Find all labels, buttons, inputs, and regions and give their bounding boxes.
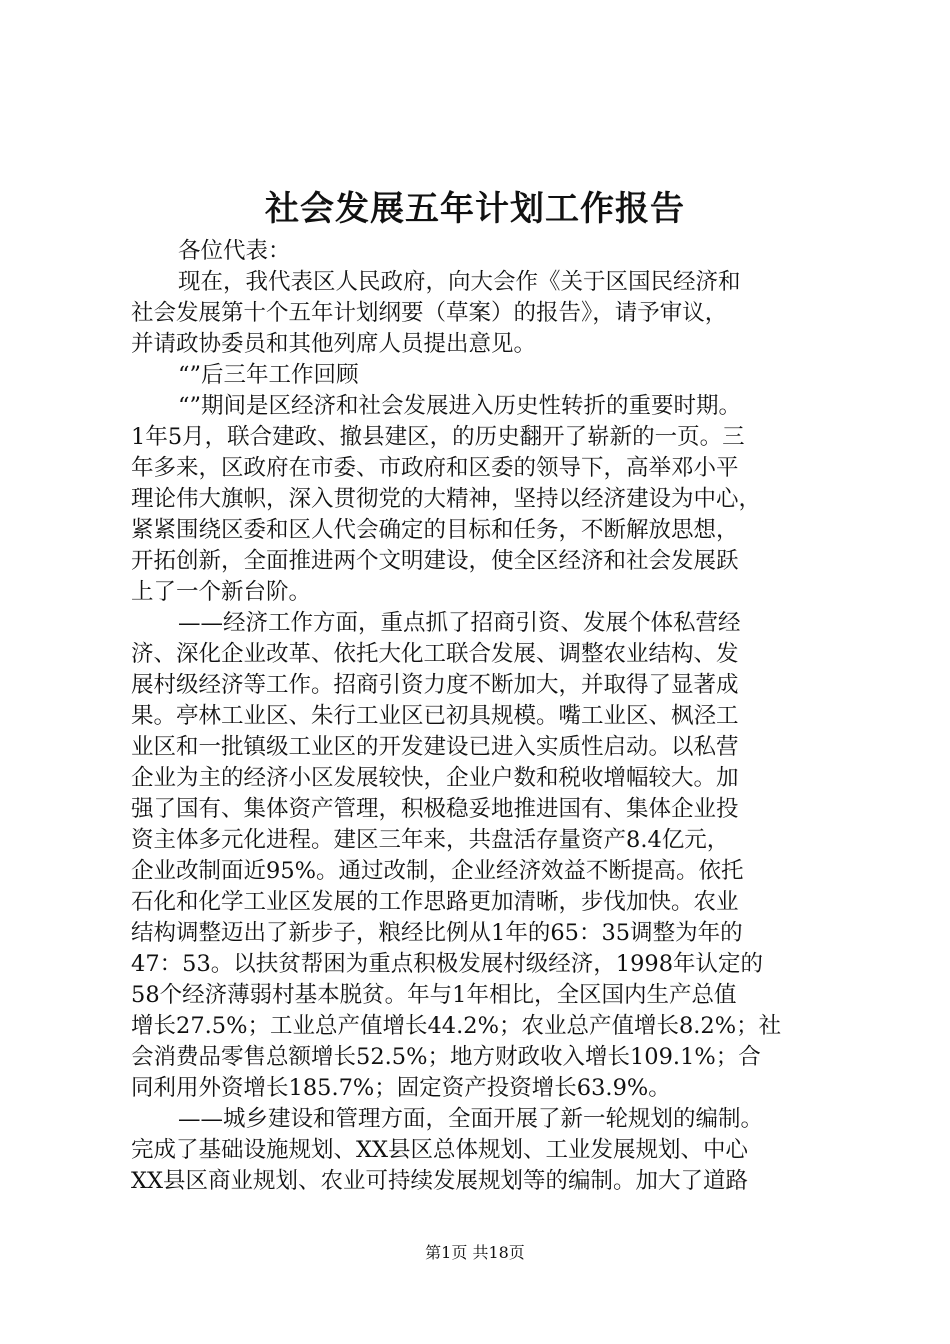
- body-line: 展村级经济等工作。招商引资力度不断加大，并取得了显著成: [131, 672, 739, 698]
- body-line: 企业改制面近95%。通过改制，企业经济效益不断提高。依托: [131, 858, 744, 884]
- body-line: 资主体多元化进程。建区三年来，共盘活存量资产8.4亿元，: [131, 827, 730, 853]
- body-line: ——经济工作方面，重点抓了招商引资、发展个体私营经: [178, 610, 741, 636]
- body-line: 开拓创新，全面推进两个文明建设，使全区经济和社会发展跃: [131, 548, 739, 574]
- body-line: 业区和一批镇级工业区的开发建设已进入实质性启动。以私营: [131, 734, 739, 760]
- body-line: 社会发展第十个五年计划纲要（草案）的报告》，请予审议，: [131, 300, 728, 326]
- body-line: 济、深化企业改革、依托大化工联合发展、调整农业结构、发: [131, 641, 739, 667]
- page-number-footer: 第1页 共18页: [425, 1243, 525, 1262]
- body-line: 结构调整迈出了新步子，粮经比例从1年的65：35调整为年的: [131, 920, 743, 946]
- body-line: 石化和化学工业区发展的工作思路更加清晰，步伐加快。农业: [131, 889, 739, 915]
- body-line: 58个经济薄弱村基本脱贫。年与1年相比，全区国内生产总值: [131, 982, 737, 1008]
- body-line: 紧紧围绕区委和区人代会确定的目标和任务，不断解放思想，: [131, 517, 739, 543]
- body-line: 现在，我代表区人民政府，向大会作《关于区国民经济和: [178, 269, 741, 295]
- body-line: 增长27.5%；工业总产值增长44.2%；农业总产值增长8.2%；社: [131, 1013, 782, 1039]
- body-line: 企业为主的经济小区发展较快，企业户数和税收增幅较大。加: [131, 765, 739, 791]
- body-line: 强了国有、集体资产管理，积极稳妥地推进国有、集体企业投: [131, 796, 739, 822]
- body-line: 上了一个新台阶。: [131, 579, 312, 605]
- body-line: XX县区商业规划、农业可持续发展规划等的编制。加大了道路: [131, 1168, 749, 1194]
- body-line: 47：53。以扶贫帮困为重点积极发展村级经济，1998年认定的: [131, 951, 764, 977]
- body-line: “”后三年工作回顾: [178, 362, 359, 388]
- body-line: 各位代表：: [178, 238, 291, 264]
- document-title: 社会发展五年计划工作报告: [265, 189, 685, 229]
- body-line: 理论伟大旗帜，深入贯彻党的大精神，坚持以经济建设为中心，: [131, 486, 762, 512]
- body-line: ——城乡建设和管理方面，全面开展了新一轮规划的编制。: [178, 1106, 764, 1132]
- body-line: 同利用外资增长185.7%；固定资产投资增长63.9%。: [131, 1075, 671, 1101]
- document-body: [131, 236, 831, 1197]
- body-line: 年多来，区政府在市委、市政府和区委的领导下，高举邓小平: [131, 455, 739, 481]
- body-line: 并请政协委员和其他列席人员提出意见。: [131, 331, 537, 357]
- body-line: 1年5月，联合建政、撤县建区，的历史翻开了崭新的一页。三: [131, 424, 745, 450]
- body-line: 完成了基础设施规划、XX县区总体规划、工业发展规划、中心: [131, 1137, 749, 1163]
- body-line: “”期间是区经济和社会发展进入历史性转折的重要时期。: [178, 393, 742, 419]
- body-line: 果。亭林工业区、朱行工业区已初具规模。嘴工业区、枫泾工: [131, 703, 739, 729]
- body-line: 会消费品零售总额增长52.5%；地方财政收入增长109.1%；合: [131, 1044, 761, 1070]
